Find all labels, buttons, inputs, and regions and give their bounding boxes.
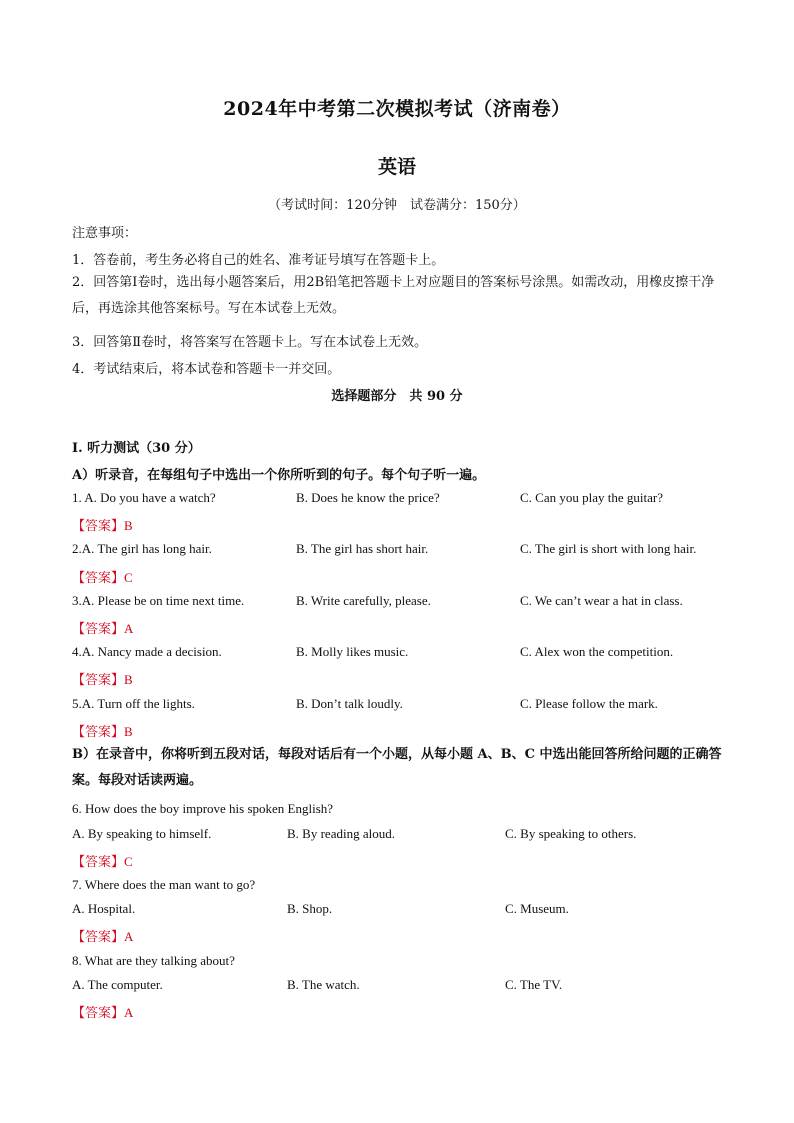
answer-letter: B [124, 724, 133, 739]
part-b-instructions: B）在录音中，你将听到五段对话，每段对话后有一个小题，从每小题 A、B、C 中选出能回答所给问题的正确答案。每段对话读两遍。 [72, 747, 722, 788]
answer-line [72, 669, 133, 688]
answer-label: 【答案】 [72, 930, 125, 945]
option-b: B. By reading aloud. [287, 826, 395, 841]
answer-letter: B [124, 672, 133, 687]
part-a-instructions: A）听录音，在每组句子中选出一个你所听到的句子。每个句子听一遍。 [72, 468, 486, 483]
answer-line [72, 515, 133, 534]
option-c: C. We can’t wear a hat in class. [520, 593, 683, 608]
answer-letter: C [124, 854, 133, 869]
note-item: 3．回答第Ⅱ卷时，将答案写在答题卡上。写在本试卷上无效。 [72, 335, 428, 350]
answer-letter: A [124, 929, 134, 944]
option-a: 5.A. Turn off the lights. [72, 696, 195, 711]
option-b: B. Molly likes music. [296, 644, 409, 659]
note-item: 2．回答第Ⅰ卷时，选出每小题答案后，用2B铅笔把答题卡上对应题目的答案标号涂黑。如需改动，用橡皮擦干净后，再选涂其他答案标号。写在本试卷上无效。 [72, 275, 715, 316]
answer-letter: B [124, 518, 133, 533]
option-b: B. Shop. [287, 901, 333, 916]
option-b: B. Does he know the price? [296, 490, 440, 505]
option-a: 1. A. Do you have a watch? [72, 490, 216, 505]
option-a: A. The computer. [72, 977, 163, 992]
answer-line [72, 567, 133, 586]
exam-title: 2024年中考第二次模拟考试（济南卷） [223, 98, 571, 120]
note-item: 1．答卷前，考生务必将自己的姓名、准考证号填写在答题卡上。 [72, 253, 445, 268]
answer-line [72, 851, 133, 870]
answer-label: 【答案】 [72, 1006, 125, 1021]
option-b: B. The watch. [287, 977, 360, 992]
answer-label: 【答案】 [72, 571, 125, 586]
option-c: C. Museum. [505, 901, 569, 916]
option-b: B. The girl has short hair. [296, 541, 429, 556]
option-a: 4.A. Nancy made a decision. [72, 644, 222, 659]
question-text: 8. What are they talking about? [72, 953, 235, 968]
subject-title: 英语 [377, 156, 416, 178]
answer-letter: A [124, 621, 134, 636]
option-c: C. By speaking to others. [505, 826, 637, 841]
answer-label: 【答案】 [72, 519, 125, 534]
part-heading: 选择题部分 共 90 分 [331, 389, 463, 404]
answer-label: 【答案】 [72, 673, 125, 688]
answer-line [72, 926, 133, 945]
answer-label: 【答案】 [72, 855, 125, 870]
answer-line [72, 721, 133, 740]
answer-letter: A [124, 1005, 134, 1020]
notes-heading: 注意事项： [72, 226, 138, 241]
question-text: 7. Where does the man want to go? [72, 877, 256, 892]
option-a: 2.A. The girl has long hair. [72, 541, 212, 556]
option-a: A. Hospital. [72, 901, 136, 916]
section-heading: I. 听力测试（30 分） [72, 441, 201, 456]
answer-label: 【答案】 [72, 622, 125, 637]
option-b: B. Write carefully, please. [296, 593, 431, 608]
option-a: A. By speaking to himself. [72, 826, 212, 841]
note-item: 4．考试结束后，将本试卷和答题卡一并交回。 [72, 362, 341, 377]
option-a: 3.A. Please be on time next time. [72, 593, 245, 608]
answer-label: 【答案】 [72, 725, 125, 740]
option-c: C. The TV. [505, 977, 563, 992]
answer-letter: C [124, 570, 133, 585]
answer-line [72, 1002, 133, 1021]
option-c: C. Alex won the competition. [520, 644, 674, 659]
exam-time-info: （考试时间：120分钟 试卷满分：150分） [268, 198, 526, 213]
answer-line [72, 618, 133, 637]
option-b: B. Don’t talk loudly. [296, 696, 403, 711]
question-text: 6. How does the boy improve his spoken English? [72, 801, 334, 816]
option-c: C. The girl is short with long hair. [520, 541, 697, 556]
option-c: C. Can you play the guitar? [520, 490, 663, 505]
option-c: C. Please follow the mark. [520, 696, 658, 711]
